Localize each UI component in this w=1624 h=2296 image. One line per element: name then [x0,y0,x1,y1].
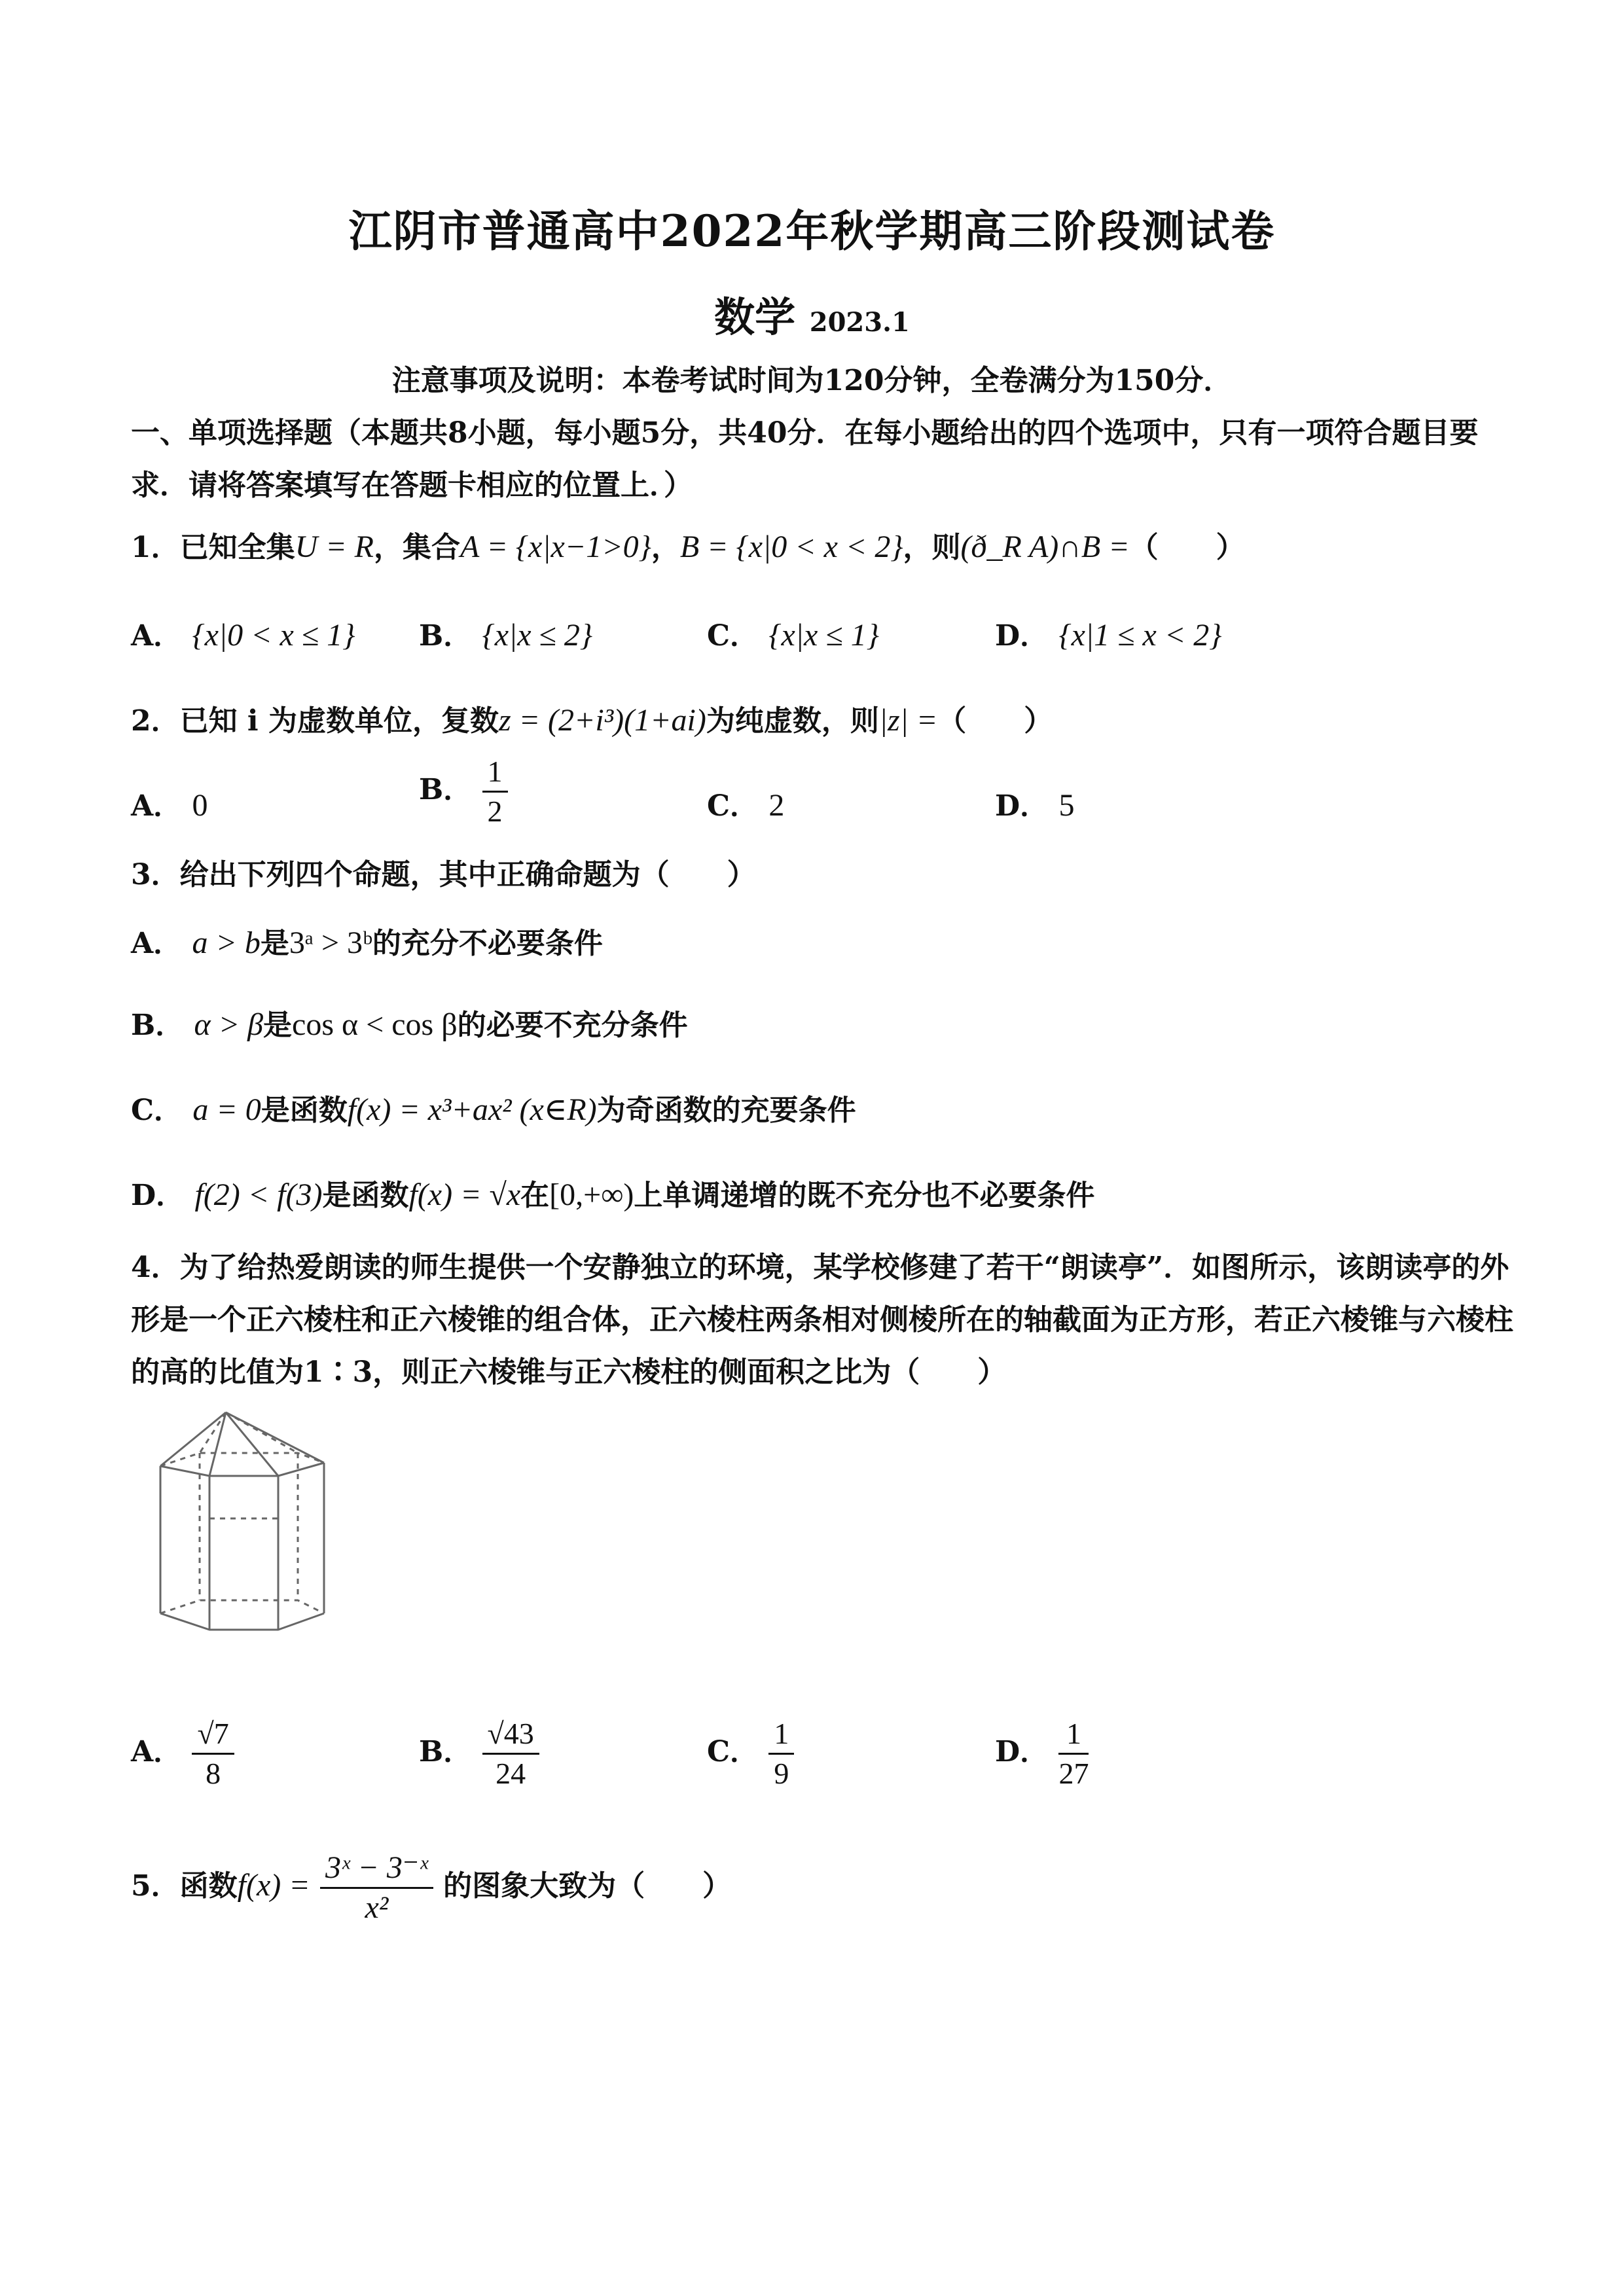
section-heading-line2: 求．请将答案填写在答题卡相应的位置上．） [131,469,693,502]
fraction-numerator: 3ˣ − 3⁻ˣ [320,1849,433,1889]
q2-math-z: z = (2+i³)(1+ai) [498,703,706,738]
page-title: 江阴市普通高中2022年秋学期高三阶段测试卷 [348,206,1276,257]
option-math: [0,+∞) [549,1177,634,1212]
option-label: B． [131,1009,185,1042]
option-label: A． [131,1735,183,1768]
q5-fraction [320,1849,433,1927]
option-text: 0 [192,788,208,823]
option-label: A． [131,927,183,960]
section-heading-line1: 一、单项选择题（本题共8小题，每小题5分，共40分．在每小题给出的四个选项中，只有一项符合题目要 [131,416,1479,450]
option-math: 3ᵃ > 3ᵇ [289,925,372,960]
subject-name: 数学 [714,293,796,341]
option-math: a > b [192,925,261,960]
q2-suffix: （ ） [937,704,1053,738]
q5-prefix: 5．函数 [131,1869,238,1903]
fraction-denominator: 9 [774,1757,789,1790]
option-label: D． [995,789,1049,823]
option-fraction [192,1715,234,1793]
q4-option-d [995,1715,1089,1793]
hexagonal-prism-pyramid-diagram [147,1407,337,1649]
q5-math-function: f(x) = [237,1868,310,1903]
reading-pavilion-figure [147,1407,337,1649]
option-label: A． [131,619,183,653]
fraction-numerator: 1 [768,1715,794,1755]
q1-math-expression: (ð_R A)∩B = [960,529,1130,564]
option-text: 为奇函数的充要条件 [596,1094,856,1127]
q1-option-c [707,612,879,654]
option-math: a = 0 [192,1092,261,1127]
fraction-numerator: √7 [192,1715,234,1755]
q1-mid3: ，则 [903,531,961,564]
q2-prefix: 2．已知 i 为虚数单位，复数 [131,704,499,738]
option-text: 的必要不充分条件 [457,1009,688,1042]
option-text: 是 [263,1009,293,1042]
q3-option-a [131,920,603,961]
option-label: B． [419,1735,473,1768]
option-text: {x|1 ≤ x < 2} [1058,618,1222,653]
q1-prefix: 1．已知全集 [131,531,295,564]
option-text: {x|x ≤ 1} [768,618,879,653]
fraction-denominator: 2 [487,795,503,828]
fraction-denominator: 24 [496,1757,526,1790]
q3-option-c [131,1086,856,1128]
option-text: {x|0 < x ≤ 1} [192,618,355,653]
option-label: C． [707,619,759,653]
q1-mid1: ，集合 [374,531,460,564]
option-math: α > β [194,1007,264,1042]
option-math: f(2) < f(3) [194,1177,323,1212]
fraction-denominator: 8 [206,1757,221,1790]
option-fraction [1058,1715,1089,1793]
option-math: f(x) = x³+ax² (x∈R) [347,1092,597,1127]
q3-option-b [131,1001,688,1043]
option-fraction [482,753,508,831]
q1-option-a [131,612,355,654]
question-4-stem-line1: 4．为了给热爱朗读的师生提供一个安静独立的环境，某学校修建了若干“朗读亭”．如图所示，该朗读亭的外 [131,1251,1509,1284]
q1-math-set-a: A = {x|x−1>0} [460,529,651,564]
option-text: 5 [1058,788,1075,823]
q2-mid: 为纯虚数，则 [706,704,879,738]
option-label: B． [419,773,473,806]
question-4-stem-line3: 的高的比值为1∶3，则正六棱锥与正六棱柱的侧面积之比为（ ） [131,1355,1007,1389]
q1-math-set-b: B = {x|0 < x < 2} [679,529,903,564]
option-fraction [768,1715,794,1793]
option-math: f(x) = √x [408,1177,521,1212]
fraction-numerator: 1 [1058,1715,1089,1755]
q1-mid2: ， [651,531,680,564]
fraction-numerator: √43 [482,1715,539,1755]
fraction-numerator: 1 [482,753,508,793]
option-math: cos α < cos β [292,1007,458,1042]
q4-option-b [419,1715,539,1793]
q2-option-b [419,753,508,831]
option-text: 是 [260,927,289,960]
q1-option-b [419,612,592,654]
q4-option-c [707,1715,794,1793]
subject-line [0,285,1624,343]
option-label: C． [707,1735,759,1768]
option-text: 是函数 [261,1094,348,1127]
option-label: C． [707,789,759,823]
exam-date: 2023.1 [809,307,910,338]
option-label: B． [419,619,473,653]
q1-math-universal-set: U = R [295,529,374,564]
option-text: 的充分不必要条件 [372,927,603,960]
exam-notice: 注意事项及说明：本卷考试时间为120分钟，全卷满分为150分． [391,364,1233,397]
option-text: 是函数 [322,1179,409,1212]
option-label: D． [131,1179,185,1212]
q2-option-a [131,782,208,824]
question-2-stem [131,697,1053,739]
option-text: 上单调递增的既不充分也不必要条件 [634,1179,1095,1212]
option-text: 2 [768,788,785,823]
question-4-stem-line2: 形是一个正六棱柱和正六棱锥的组合体，正六棱柱两条相对侧棱所在的轴截面为正方形，若正六棱锥与六棱柱 [131,1303,1513,1336]
option-fraction [482,1715,539,1793]
question-1-stem [131,524,1245,565]
option-label: A． [131,789,183,823]
option-text: {x|x ≤ 2} [482,618,593,653]
q2-option-c [707,782,784,824]
q1-option-d [995,612,1221,654]
q1-suffix: （ ） [1129,531,1245,564]
fraction-denominator: x² [365,1890,389,1925]
q2-math-modulus: |z| = [878,703,938,738]
fraction-denominator: 27 [1058,1757,1089,1790]
option-label: D． [995,1735,1049,1768]
question-5-stem [131,1849,731,1927]
q2-option-d [995,782,1074,824]
question-3-stem: 3．给出下列四个命题，其中正确命题为（ ） [131,858,756,891]
q3-option-d [131,1172,1094,1213]
option-text: 在 [520,1179,550,1212]
option-label: D． [995,619,1049,653]
q5-suffix: 的图象大致为（ ） [443,1869,732,1903]
q4-option-a [131,1715,234,1793]
option-label: C． [131,1094,183,1127]
